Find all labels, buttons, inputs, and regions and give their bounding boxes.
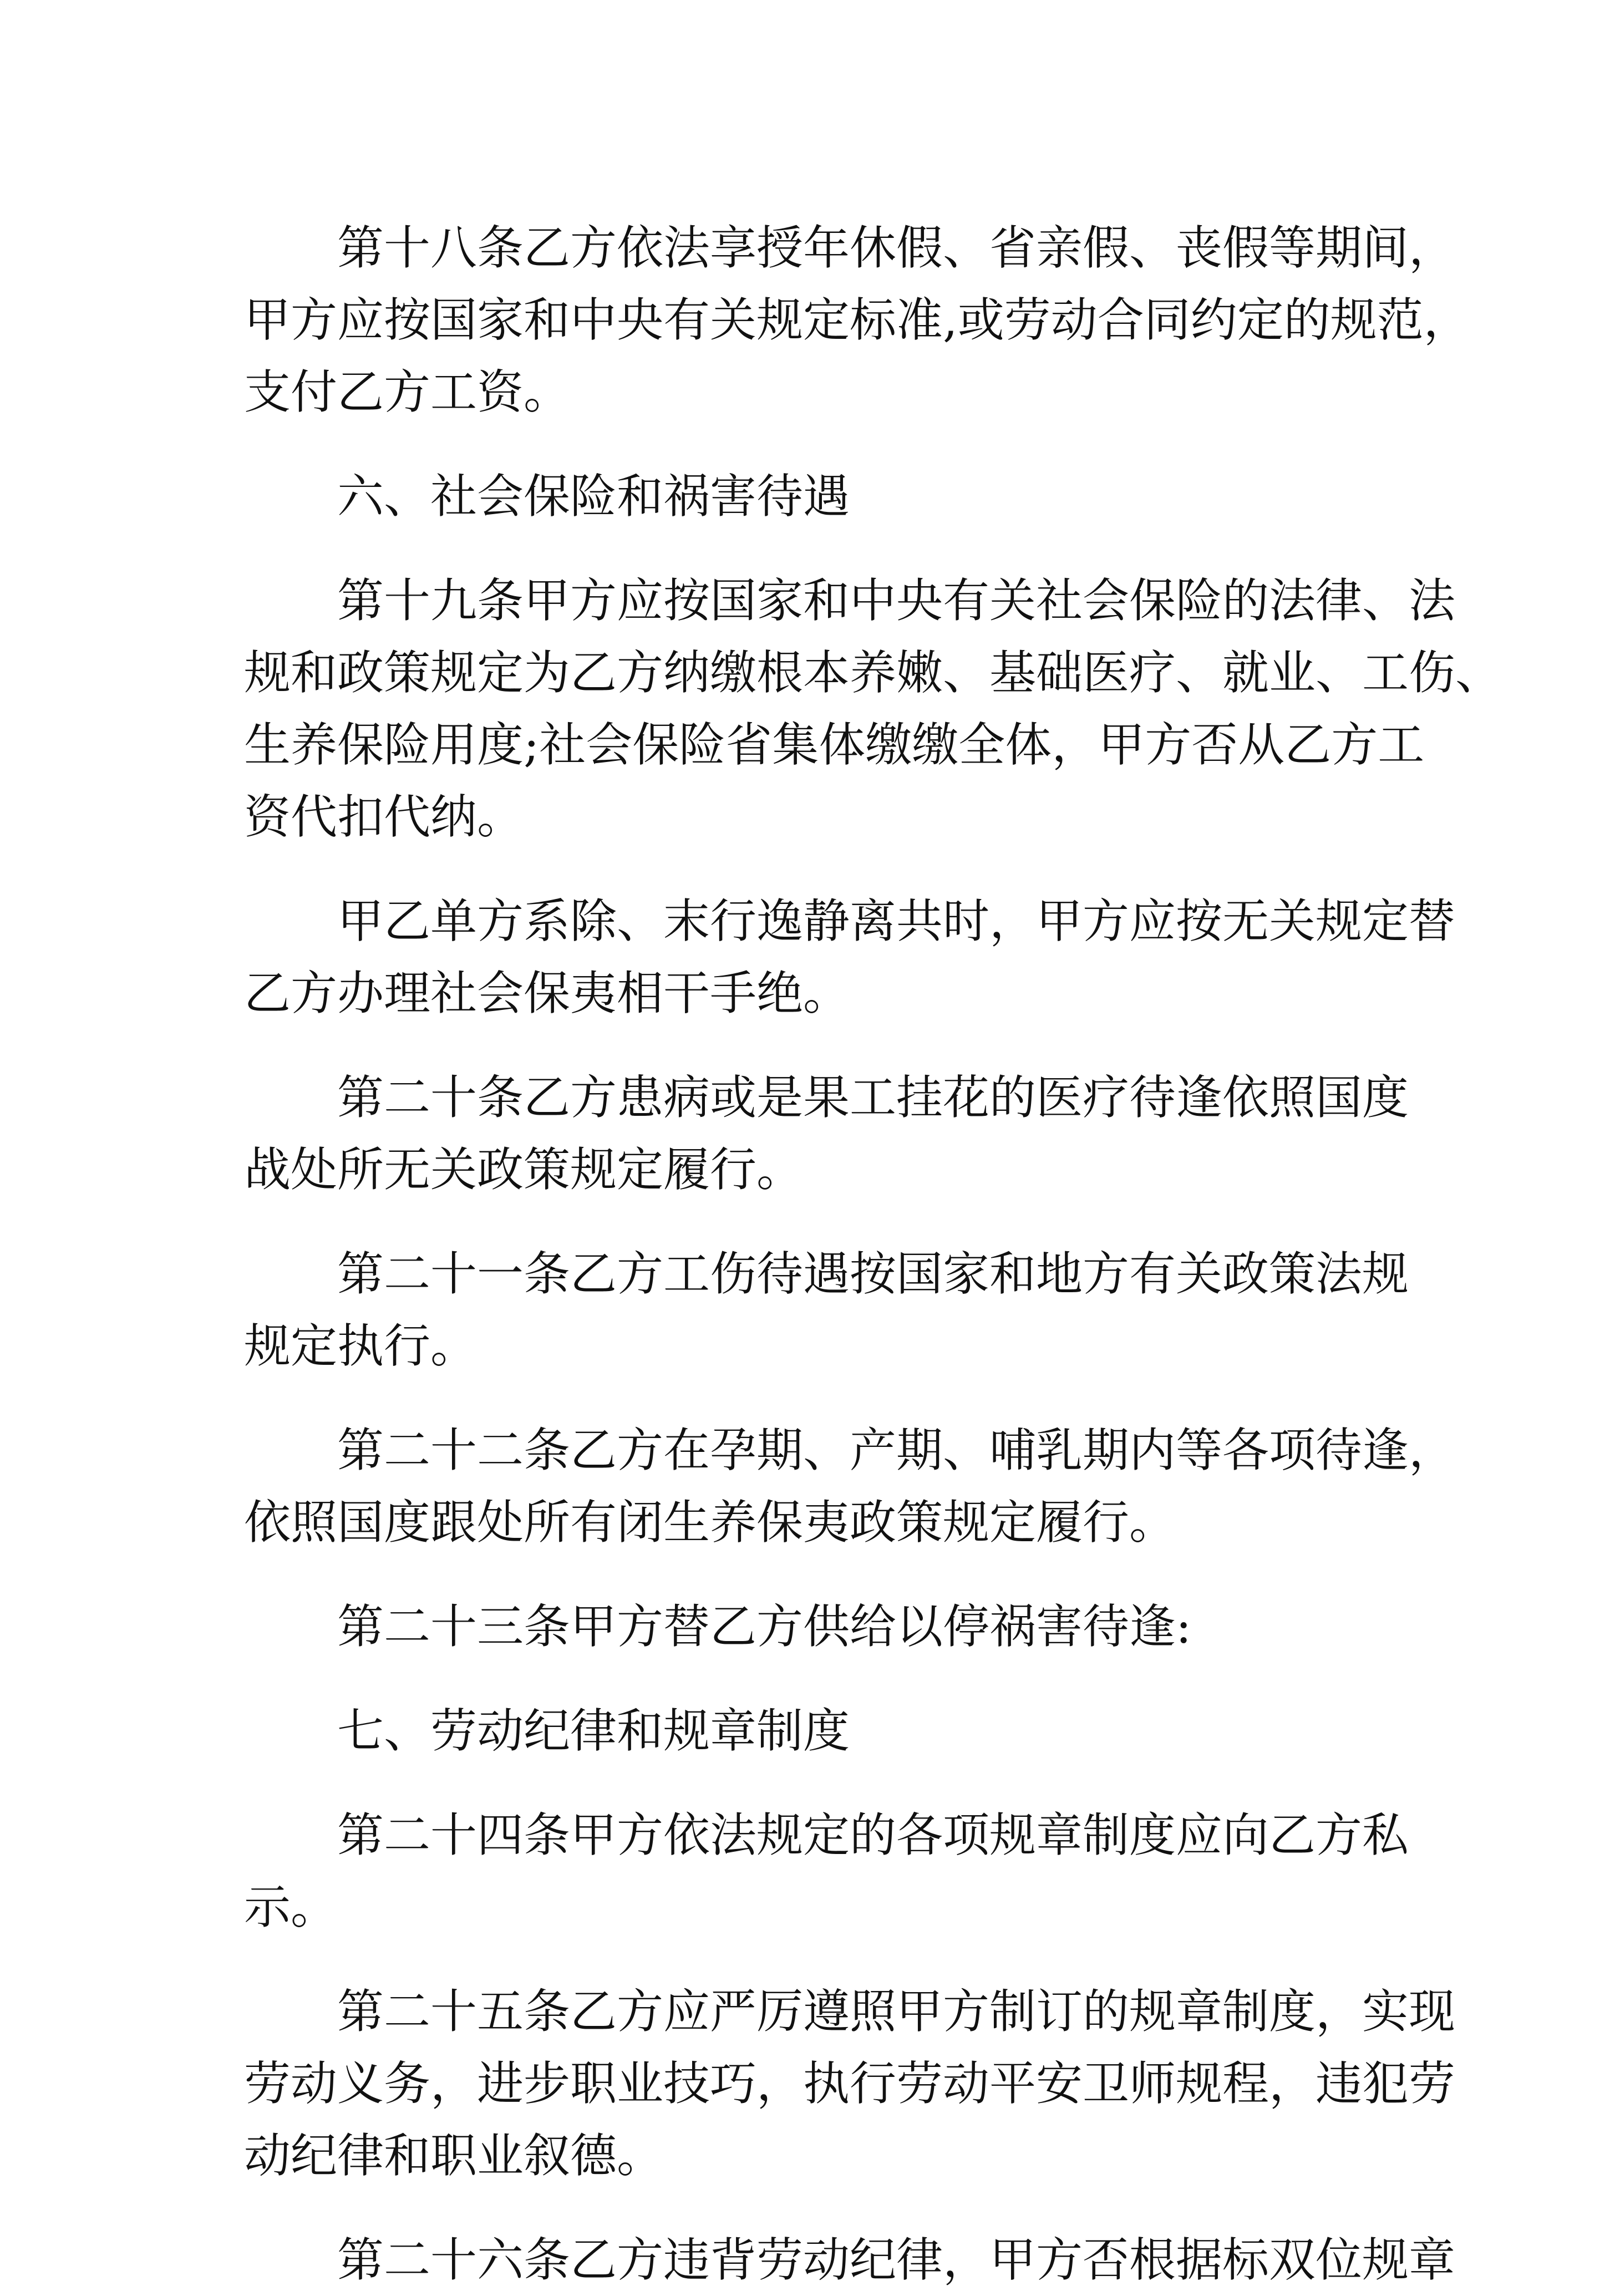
text-line: 第十九条甲方应按国家和中央有关社会保险的法律、法 (337, 573, 1456, 628)
text-line: 第十八条乙方依法享授年休假、省亲假、丧假等期间， (337, 221, 1456, 275)
text-line: 劳动义务，进步职业技巧，执行劳动平安卫师规程，违犯劳 (244, 2056, 1456, 2111)
paragraph-article-22 (244, 1414, 1456, 1558)
section-title: 七、劳动纪律和规章制度 (337, 1704, 850, 1758)
paragraph-spacer (244, 1382, 1370, 1414)
text-line: 生养保险用度;社会保险省集体缴缴全体，甲方否从乙方工 (244, 718, 1425, 772)
text-line: 第二十条乙方患病或是果工挂花的医疗待逢依照国度 (337, 1070, 1409, 1125)
paragraph-spacer (244, 1558, 1370, 1591)
text-line: 示。 (244, 1880, 338, 1934)
paragraph-spacer (244, 1206, 1370, 1238)
paragraph-spacer (244, 1767, 1370, 1799)
section-heading-7 (244, 1695, 1370, 1767)
text-line: 乙方办理社会保夷相干手绝。 (244, 966, 850, 1020)
text-line: 第二十一条乙方工伤待遇按国家和地方有关政策法规 (337, 1247, 1409, 1301)
text-line: 甲方应按国家和中央有关规定标准,或劳动合同约定的规范， (244, 293, 1470, 347)
text-line: 第二十六条乙方违背劳动纪律，甲方否根据标双位规章 (337, 2233, 1456, 2287)
text-line: 支付乙方工资。 (244, 365, 571, 419)
paragraph-article-25 (244, 1975, 1456, 2192)
document-body (244, 212, 1502, 2296)
text-line: 第二十四条甲方依法规定的各项规章制度应向乙方私 (337, 1808, 1409, 1862)
paragraph-article-20 (244, 1061, 1409, 1206)
paragraph-spacer (244, 428, 1370, 460)
text-line: 规定执行。 (244, 1319, 478, 1373)
text-line: 依照国度跟处所有闭生养保夷政策规定履行。 (244, 1495, 1176, 1550)
text-line: 资代扣代纳。 (244, 790, 524, 844)
text-line: 第二十三条甲方替乙方供给以停祸害待逢: (337, 1599, 1192, 1654)
paragraph-article-19b (244, 885, 1456, 1029)
text-line: 甲乙单方系除、末行逸静离共时，甲方应按无关规定替 (337, 894, 1456, 948)
section-heading-6 (244, 460, 1370, 532)
text-line: 第二十五条乙方应严厉遵照甲方制订的规章制度，实现 (337, 1984, 1456, 2039)
text-line: 动纪律和职业叙德。 (244, 2129, 664, 2183)
paragraph-spacer (244, 1029, 1370, 1061)
paragraph-spacer (244, 2192, 1370, 2224)
text-line: 规和政策规定为乙方纳缴根本养嫩、基础医疗、就业、工伤、 (244, 646, 1502, 700)
paragraph-article-24 (244, 1799, 1409, 1943)
paragraph-article-23 (244, 1591, 1370, 1663)
paragraph-article-26 (244, 2224, 1456, 2296)
section-title: 六、社会保险和祸害待遇 (337, 469, 850, 524)
paragraph-spacer (244, 532, 1370, 565)
paragraph-spacer (244, 853, 1370, 885)
paragraph-spacer (244, 1943, 1370, 1975)
paragraph-article-18 (244, 212, 1470, 428)
text-line: 第二十二条乙方在孕期、产期、哺乳期内等各项待逢， (337, 1423, 1456, 1477)
paragraph-article-21 (244, 1238, 1409, 1382)
paragraph-article-19 (244, 565, 1502, 853)
paragraph-spacer (244, 1663, 1370, 1695)
text-line: 战处所无关政策规定履行。 (244, 1142, 804, 1197)
